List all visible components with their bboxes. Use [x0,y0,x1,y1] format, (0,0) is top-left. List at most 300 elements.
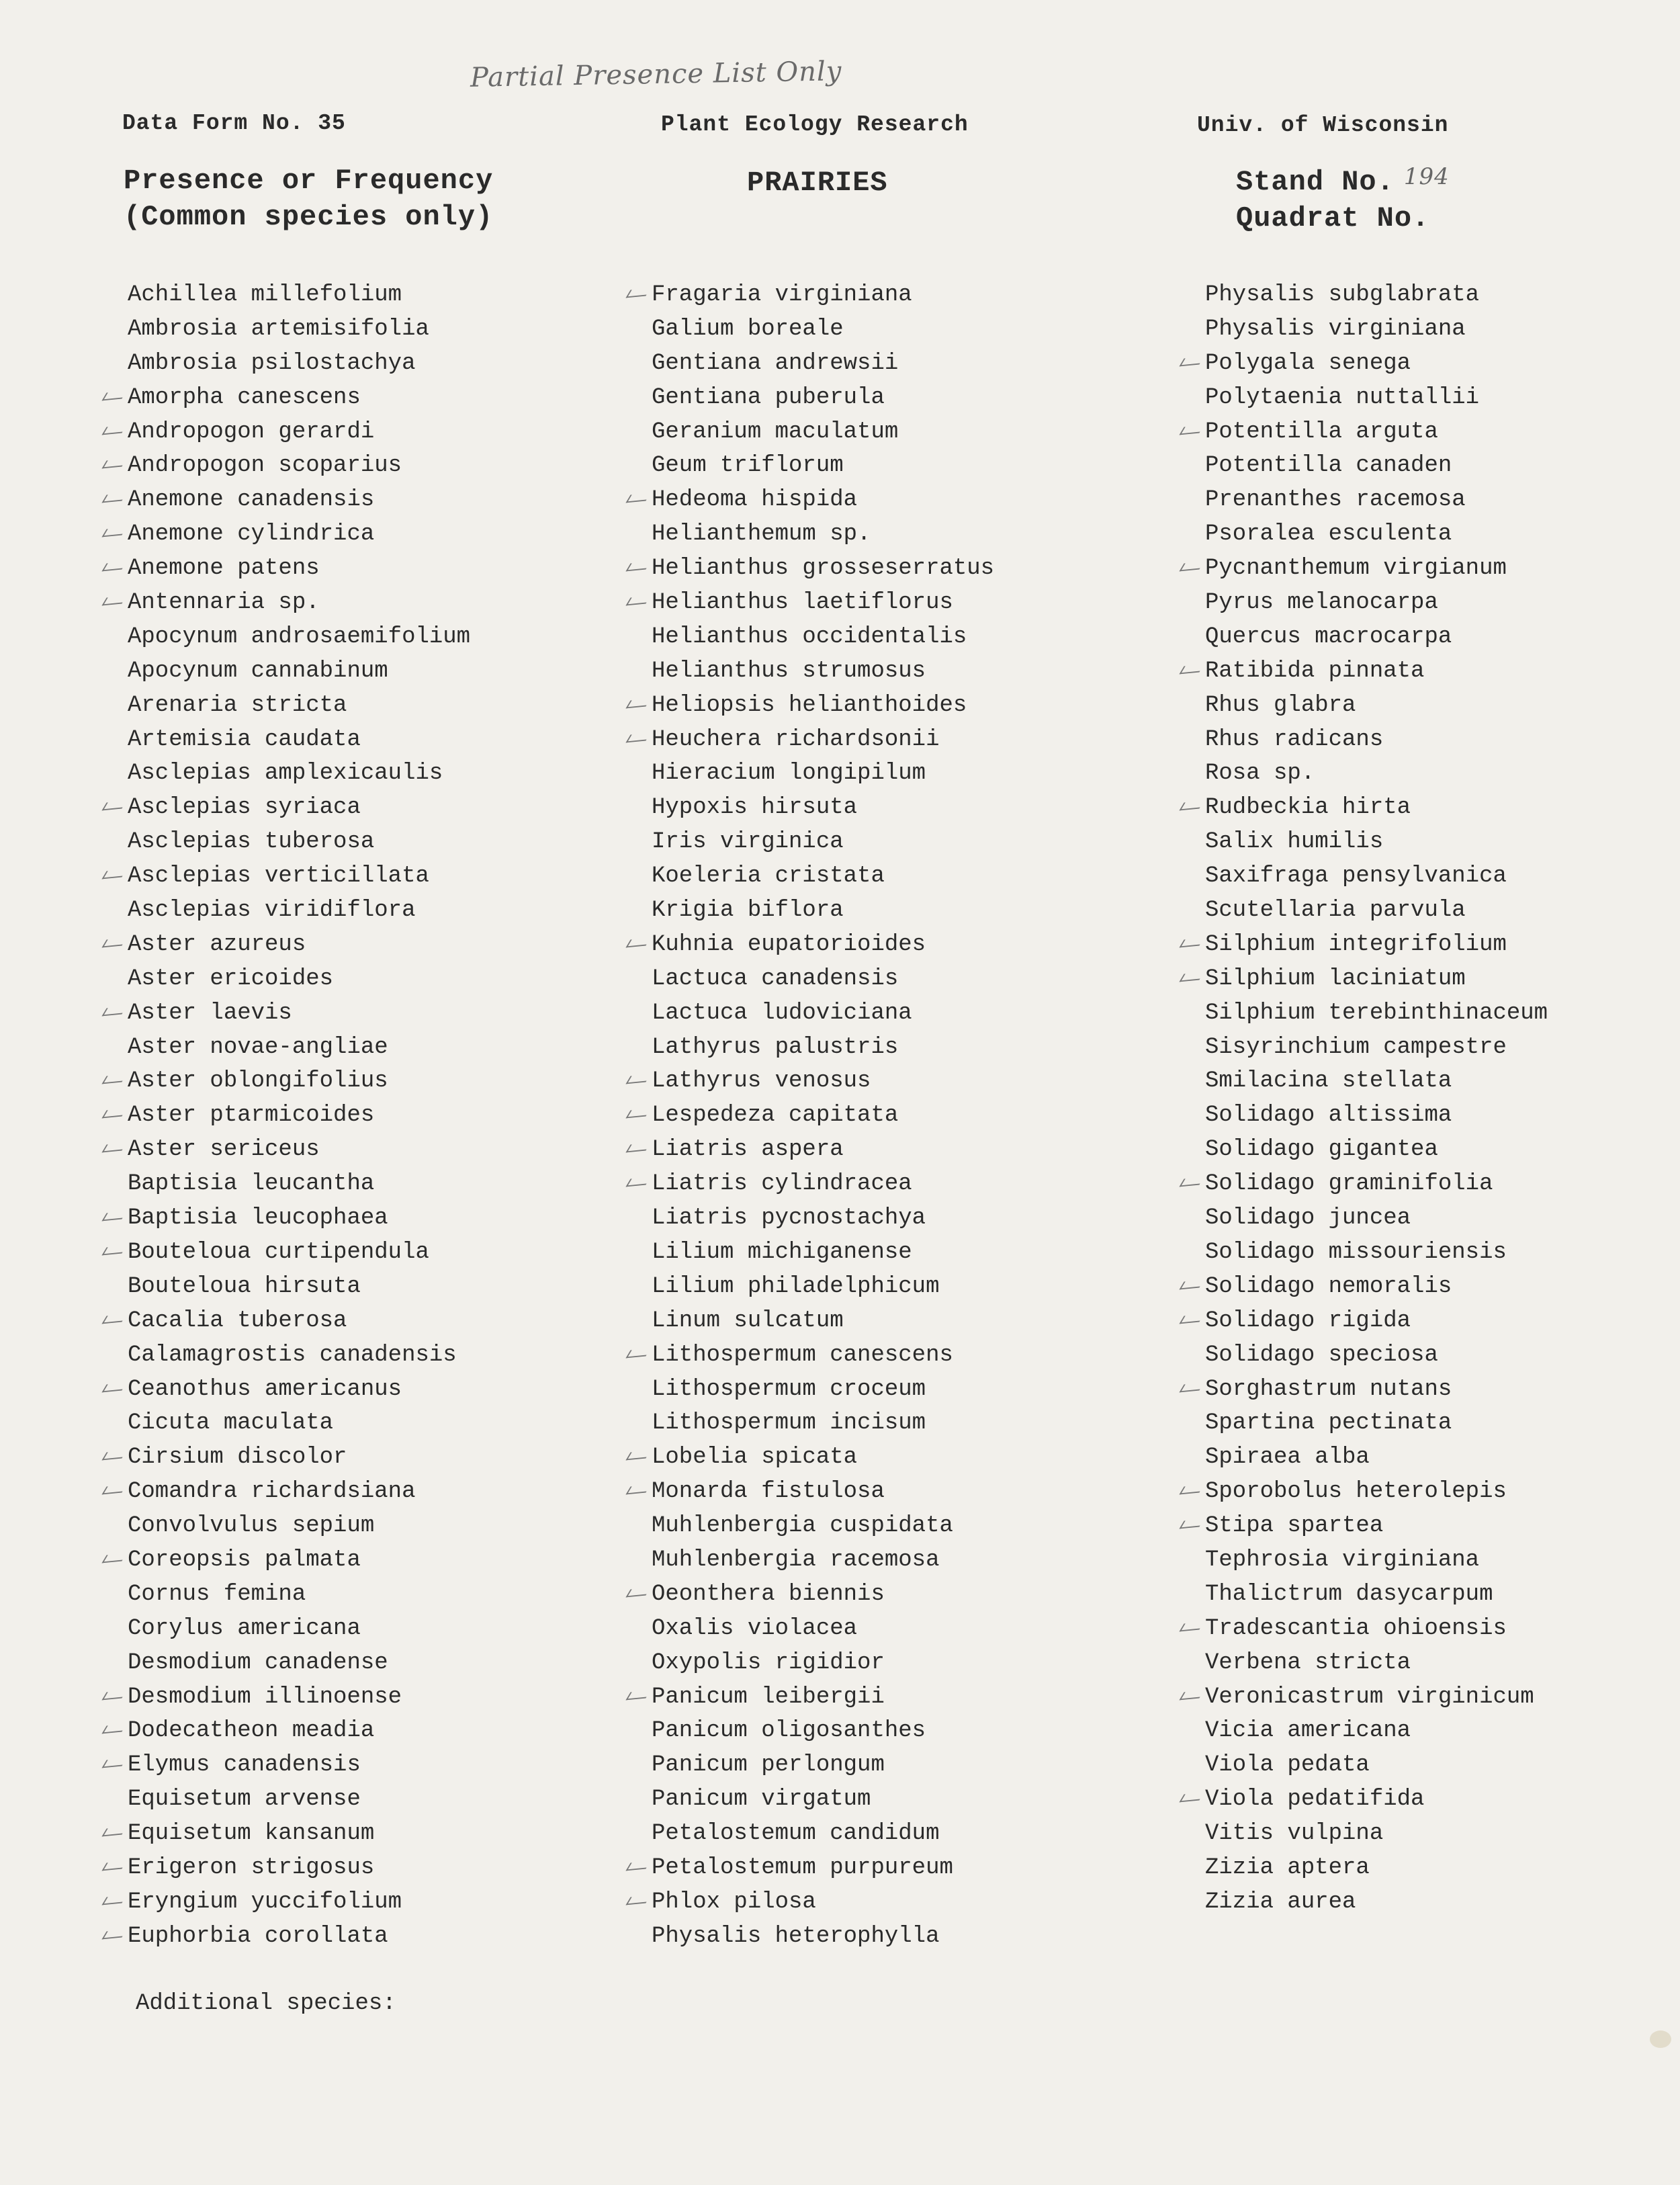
species-row[interactable] [1205,1406,1548,1441]
species-row[interactable] [652,1578,994,1612]
checkmark-icon [102,1475,129,1508]
species-row[interactable] [128,586,470,620]
species-row[interactable] [128,1064,470,1099]
checkmark-icon [626,1441,653,1474]
species-row[interactable] [652,1167,994,1201]
species-row[interactable] [652,1236,994,1270]
species-row[interactable] [1205,1646,1548,1680]
additional-species-label: Additional species: [136,1991,396,2016]
checkmark-icon [102,1714,129,1748]
species-row[interactable] [1205,928,1548,962]
species-row[interactable] [1205,620,1548,654]
subtitle-line-1: Presence or Frequency [124,165,494,197]
species-row[interactable] [1205,1885,1548,1920]
checkmark-icon [1180,1475,1206,1508]
species-name: Physalis virginiana [1205,316,1466,342]
species-row[interactable] [1205,1270,1548,1304]
species-row[interactable] [128,1509,470,1543]
species-name: Apocynum cannabinum [128,658,388,684]
species-row[interactable] [652,312,994,347]
species-name: Linum sulcatum [652,1308,844,1334]
species-name: Spartina pectinata [1205,1410,1452,1437]
checkmark-icon [626,1578,653,1611]
checkmark-icon [102,517,129,551]
species-row[interactable] [652,1099,994,1133]
checkmark-icon [102,791,129,824]
species-name: Helianthus strumosus [652,658,926,684]
species-row[interactable] [652,894,994,928]
species-row[interactable] [128,1543,470,1578]
species-name: Aster ptarmicoides [128,1103,375,1129]
species-name: Vicia americana [1205,1718,1411,1744]
species-row[interactable] [652,1612,994,1646]
species-name: Helianthus occidentalis [652,624,967,650]
species-name: Krigia biflora [652,898,844,924]
species-row[interactable] [652,1373,994,1407]
species-row[interactable] [128,654,470,689]
species-row[interactable] [652,381,994,415]
species-name: Baptisia leucantha [128,1171,375,1197]
page-title: PRAIRIES [747,167,888,199]
species-row[interactable] [1205,1373,1548,1407]
species-row[interactable] [1205,825,1548,859]
species-row[interactable] [652,1031,994,1065]
checkmark-icon [1180,1167,1206,1201]
checkmark-icon [102,1885,129,1919]
species-row[interactable] [1205,1338,1548,1373]
species-name: Lilium philadelphicum [652,1273,940,1299]
species-row[interactable] [1205,654,1548,689]
species-row[interactable] [1205,278,1548,312]
species-row[interactable] [652,278,994,312]
species-name: Spiraea alba [1205,1445,1370,1471]
species-row[interactable] [128,1851,470,1885]
checkmark-icon [626,278,653,312]
species-name: Gentiana andrewsii [652,350,899,376]
paper-spot [1650,2030,1671,2048]
species-name: Liatris pycnostachya [652,1205,926,1232]
species-name: Solidago nemoralis [1205,1273,1452,1299]
species-name: Sisyrinchium campestre [1205,1034,1507,1060]
species-row[interactable] [1205,552,1548,586]
species-name: Silphium integrifolium [1205,931,1507,957]
species-name: Phlox pilosa [652,1889,816,1915]
species-name: Lilium michiganense [652,1239,912,1265]
checkmark-icon [1180,1373,1206,1406]
species-name: Panicum oligosanthes [652,1718,926,1744]
species-name: Aster azureus [128,931,306,957]
species-row[interactable] [1205,1031,1548,1065]
species-row[interactable] [128,1441,470,1475]
species-row[interactable] [652,1441,994,1475]
species-row[interactable] [652,1064,994,1099]
checkmark-icon [1180,552,1206,585]
species-row[interactable] [1205,347,1548,381]
species-row[interactable] [128,791,470,825]
species-row[interactable] [128,1612,470,1646]
species-row[interactable] [128,1920,470,1954]
checkmark-icon [102,381,129,415]
species-name: Muhlenbergia racemosa [652,1547,940,1573]
checkmark-icon [102,1543,129,1577]
species-row[interactable] [128,381,470,415]
species-name: Heliopsis helianthoides [652,692,967,718]
species-row[interactable] [652,723,994,757]
species-row[interactable] [652,517,994,552]
species-name: Tephrosia virginiana [1205,1547,1480,1573]
checkmark-icon [1180,415,1206,449]
species-row[interactable] [1205,1578,1548,1612]
species-row[interactable] [652,1304,994,1338]
species-row[interactable] [1205,449,1548,483]
checkmark-icon [102,1441,129,1474]
species-row[interactable] [128,449,470,483]
checkmark-icon [626,1064,653,1098]
species-row[interactable] [1205,689,1548,723]
checkmark-icon [626,1680,653,1714]
species-row[interactable] [652,415,994,449]
species-row[interactable] [1205,1133,1548,1167]
species-name: Hedeoma hispida [652,487,858,513]
checkmark-icon [102,586,129,619]
species-row[interactable] [1205,996,1548,1031]
species-row[interactable] [652,791,994,825]
species-name: Erigeron strigosus [128,1854,375,1881]
species-row[interactable] [652,1509,994,1543]
species-row[interactable] [1205,1748,1548,1783]
species-row[interactable] [652,1646,994,1680]
species-name: Anemone cylindrica [128,521,375,548]
species-row[interactable] [652,1201,994,1236]
species-row[interactable] [128,1031,470,1065]
species-name: Psoralea esculenta [1205,521,1452,548]
species-name: Amorpha canescens [128,384,361,411]
species-row[interactable] [128,1270,470,1304]
species-name: Kuhnia eupatorioides [652,931,926,957]
species-name: Lespedeza capitata [652,1103,899,1129]
species-name: Elymus canadensis [128,1752,361,1779]
species-name: Galium boreale [652,316,844,342]
species-row[interactable] [1205,1783,1548,1817]
species-row[interactable] [128,1475,470,1509]
checkmark-icon [1180,791,1206,824]
stand-number-row [1236,164,1450,200]
species-name: Antennaria sp. [128,590,320,616]
species-row[interactable] [652,1920,994,1954]
species-row[interactable] [652,1817,994,1851]
species-name: Monarda fistulosa [652,1479,885,1505]
species-name: Panicum leibergii [652,1684,885,1710]
form-subtitle [124,163,493,235]
species-row[interactable] [1205,381,1548,415]
species-row[interactable] [128,278,470,312]
species-name: Asclepias tuberosa [128,829,375,855]
species-row[interactable] [652,1270,994,1304]
checkmark-icon [1180,1509,1206,1543]
species-name: Oeonthera biennis [652,1581,885,1607]
checkmark-icon [102,1201,129,1235]
form-number: Data Form No. 35 [122,111,346,136]
species-row[interactable] [128,1748,470,1783]
species-name: Artemisia caudata [128,726,361,753]
checkmark-icon [102,1920,129,1953]
species-row[interactable] [128,1338,470,1373]
checkmark-icon [1180,1270,1206,1303]
checkmark-icon [1180,928,1206,961]
species-row[interactable] [128,757,470,791]
species-name: Potentilla arguta [1205,419,1438,445]
species-name: Calamagrostis canadensis [128,1342,457,1368]
species-name: Ratibida pinnata [1205,658,1425,684]
species-row[interactable] [652,1133,994,1167]
species-name: Anemone patens [128,556,320,582]
species-name: Solidago gigantea [1205,1137,1438,1163]
species-name: Viola pedatifida [1205,1787,1425,1813]
checkmark-icon [102,1304,129,1338]
species-row[interactable] [128,1714,470,1748]
species-name: Smilacina stellata [1205,1068,1452,1095]
species-name: Lobelia spicata [652,1445,858,1471]
checkmark-icon [1180,1680,1206,1714]
species-row[interactable] [1205,1680,1548,1715]
stand-label: Stand No. [1236,166,1395,198]
species-name: Asclepias syriaca [128,795,361,821]
species-name: Sorghastrum nutans [1205,1376,1452,1402]
checkmark-icon [626,1099,653,1132]
species-name: Hypoxis hirsuta [652,795,858,821]
species-row[interactable] [128,1099,470,1133]
species-row[interactable] [652,1885,994,1920]
species-name: Pyrus melanocarpa [1205,590,1438,616]
species-row[interactable] [128,928,470,962]
species-row[interactable] [128,1885,470,1920]
species-row[interactable] [652,825,994,859]
checkmark-icon [102,483,129,517]
species-name: Panicum virgatum [652,1787,871,1813]
species-name: Helianthemum sp. [652,521,871,548]
species-row[interactable] [128,996,470,1031]
species-name: Coreopsis palmata [128,1547,361,1573]
checkmark-icon [626,689,653,722]
species-row[interactable] [128,1646,470,1680]
checkmark-icon [626,1475,653,1508]
species-row[interactable] [652,1714,994,1748]
species-row[interactable] [128,1133,470,1167]
checkmark-icon [626,1338,653,1372]
species-row[interactable] [652,586,994,620]
species-name: Cicuta maculata [128,1410,334,1437]
species-row[interactable] [652,654,994,689]
species-row[interactable] [652,1680,994,1715]
species-name: Saxifraga pensylvanica [1205,863,1507,890]
checkmark-icon [102,928,129,961]
species-name: Panicum perlongum [652,1752,885,1779]
species-name: Oxalis violacea [652,1615,858,1641]
species-name: Aster laevis [128,1000,292,1026]
species-row[interactable] [1205,1612,1548,1646]
species-row[interactable] [1205,1064,1548,1099]
species-name: Aster ericoides [128,966,334,992]
species-row[interactable] [128,1167,470,1201]
stand-value[interactable]: 194 [1403,163,1450,190]
species-row[interactable] [652,552,994,586]
species-row[interactable] [1205,586,1548,620]
checkmark-icon [1180,962,1206,996]
species-row[interactable] [128,517,470,552]
species-row[interactable] [652,483,994,517]
species-row[interactable] [1205,1851,1548,1885]
species-name: Eryngium yuccifolium [128,1889,402,1915]
species-row[interactable] [128,1201,470,1236]
species-row[interactable] [1205,757,1548,791]
species-row[interactable] [1205,1509,1548,1543]
species-row[interactable] [652,1851,994,1885]
species-row[interactable] [652,1475,994,1509]
species-name: Andropogon gerardi [128,419,375,445]
species-name: Koeleria cristata [652,863,885,890]
species-name: Aster oblongifolius [128,1068,388,1095]
species-name: Comandra richardsiana [128,1479,416,1505]
species-row[interactable] [1205,859,1548,894]
species-row[interactable] [652,449,994,483]
checkmark-icon [102,1373,129,1406]
university-name: Univ. of Wisconsin [1197,113,1449,138]
species-row[interactable] [1205,894,1548,928]
species-row[interactable] [652,928,994,962]
species-name: Silphium laciniatum [1205,966,1466,992]
species-row[interactable] [1205,1236,1548,1270]
species-row[interactable] [1205,791,1548,825]
species-name: Solidago missouriensis [1205,1239,1507,1265]
species-row[interactable] [652,859,994,894]
species-name: Fragaria virginiana [652,282,912,308]
species-name: Tradescantia ohioensis [1205,1615,1507,1641]
species-name: Apocynum androsaemifolium [128,624,471,650]
species-column-3 [1205,278,1548,1920]
species-name: Rosa sp. [1205,761,1315,787]
species-row[interactable] [1205,1304,1548,1338]
checkmark-icon [1180,347,1206,380]
checkmark-icon [102,1851,129,1885]
species-name: Bouteloua hirsuta [128,1273,361,1299]
species-row[interactable] [128,1680,470,1715]
checkmark-icon [102,449,129,482]
species-row[interactable] [128,859,470,894]
species-row[interactable] [128,620,470,654]
species-row[interactable] [652,996,994,1031]
checkmark-icon [102,1748,129,1782]
species-row[interactable] [128,825,470,859]
species-name: Veronicastrum virginicum [1205,1684,1534,1710]
species-name: Zizia aurea [1205,1889,1356,1915]
checkmark-icon [626,483,653,517]
species-row[interactable] [1205,1167,1548,1201]
species-row[interactable] [1205,1475,1548,1509]
species-row[interactable] [128,1406,470,1441]
species-row[interactable] [128,962,470,996]
species-row[interactable] [652,1338,994,1373]
species-row[interactable] [652,620,994,654]
species-row[interactable] [1205,1543,1548,1578]
species-row[interactable] [1205,1441,1548,1475]
species-row[interactable] [652,757,994,791]
species-row[interactable] [128,1817,470,1851]
species-name: Physalis heterophylla [652,1923,940,1949]
checkmark-icon [626,586,653,619]
species-name: Equisetum arvense [128,1787,361,1813]
species-row[interactable] [128,347,470,381]
species-row[interactable] [128,1304,470,1338]
species-row[interactable] [652,347,994,381]
species-row[interactable] [128,689,470,723]
species-name: Euphorbia corollata [128,1923,388,1949]
species-column-1 [128,278,470,1954]
species-name: Ambrosia psilostachya [128,350,416,376]
species-row[interactable] [128,1373,470,1407]
checkmark-icon [626,1167,653,1201]
checkmark-icon [626,723,653,757]
species-row[interactable] [128,483,470,517]
species-row[interactable] [1205,483,1548,517]
species-name: Arenaria stricta [128,692,347,718]
species-row[interactable] [128,415,470,449]
checkmark-icon [102,1680,129,1714]
species-name: Baptisia leucophaea [128,1205,388,1232]
species-row[interactable] [1205,312,1548,347]
species-row[interactable] [1205,1201,1548,1236]
species-row[interactable] [128,1578,470,1612]
species-row[interactable] [1205,517,1548,552]
species-row[interactable] [1205,415,1548,449]
species-name: Polytaenia nuttallii [1205,384,1480,411]
species-row[interactable] [652,1783,994,1817]
species-row[interactable] [652,1543,994,1578]
species-name: Zizia aptera [1205,1854,1370,1881]
species-row[interactable] [652,1748,994,1783]
checkmark-icon [102,1817,129,1850]
species-name: Lactuca canadensis [652,966,899,992]
species-name: Lithospermum incisum [652,1410,926,1437]
species-row[interactable] [128,1236,470,1270]
species-row[interactable] [1205,1817,1548,1851]
species-row[interactable] [652,1406,994,1441]
species-name: Anemone canadensis [128,487,375,513]
species-row[interactable] [128,1783,470,1817]
species-row[interactable] [1205,723,1548,757]
species-name: Solidago graminifolia [1205,1171,1493,1197]
species-name: Potentilla canaden [1205,453,1452,479]
checkmark-icon [626,1851,653,1885]
stand-info [1236,164,1450,237]
species-row[interactable] [1205,1714,1548,1748]
checkmark-icon [102,415,129,449]
species-row[interactable] [128,312,470,347]
subtitle-line-2: (Common species only) [124,201,494,233]
species-name: Helianthus laetiflorus [652,590,953,616]
species-row[interactable] [128,723,470,757]
checkmark-icon [626,1885,653,1919]
species-name: Quercus macrocarpa [1205,624,1452,650]
species-row[interactable] [652,962,994,996]
species-row[interactable] [652,689,994,723]
species-row[interactable] [128,894,470,928]
species-row[interactable] [128,552,470,586]
species-name: Desmodium canadense [128,1650,388,1676]
species-row[interactable] [1205,1099,1548,1133]
checkmark-icon [102,1133,129,1166]
species-row[interactable] [1205,962,1548,996]
species-name: Lathyrus palustris [652,1034,899,1060]
